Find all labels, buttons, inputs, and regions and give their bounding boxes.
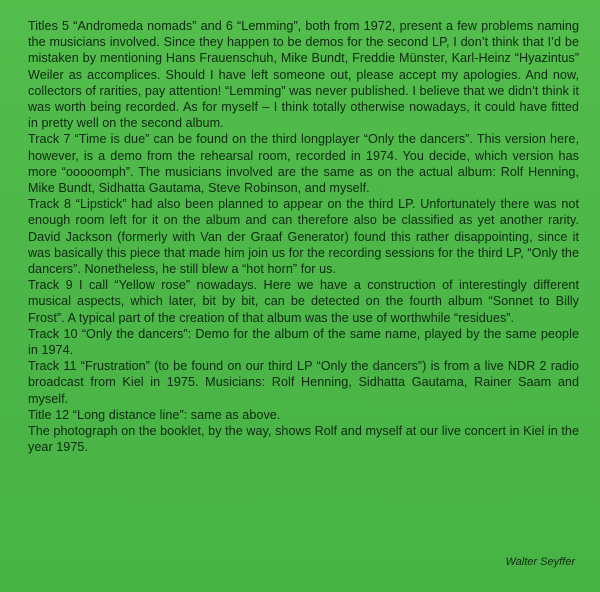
paragraph-photograph: The photograph on the booklet, by the way, shows Rolf and myself at our live concert in Kiel in the year 1975. (28, 424, 579, 455)
paragraph-track-9: Track 9 I call “Yellow rose” nowadays. Here we have a construction of interestingly different musical aspects, which later, bit by bit, can be detected on the fourth album “Sonnet to Billy Frost”. A typical part of the creation of that album was the use of worthwhile “residues”. (28, 278, 579, 325)
paragraph-title-12: Title 12 “Long distance line”: same as above. (28, 407, 281, 422)
paragraph-track-11: Track 11 “Frustration” (to be found on our third LP “Only the dancers”) is from a live NDR 2 radio broadcast from Kiel in 1975. Musicians: Rolf Henning, Sidhatta Gautama, Rainer Saam and myself. (28, 359, 579, 406)
liner-notes-text (28, 18, 579, 455)
paragraph-track-7: Track 7 “Time is due” can be found on the third longplayer “Only the dancers”. This version here, however, is a demo from the rehearsal room, recorded in 1974. You decide, which version has more “ooooomph”. The musicians involved are the same as on the actual album: Rolf Henning, Mike Bundt, Sidhatta Gautama, Steve Robinson, and myself. (28, 132, 579, 196)
paragraph-track-10: Track 10 “Only the dancers”: Demo for the album of the same name, played by the same people in 1974. (28, 326, 579, 358)
paragraph-titles-5-6: Titles 5 “Andromeda nomads” and 6 “Lemming”, both from 1972, present a few problems naming the musicians involved. Since they happen to be demos for the second LP, I don’t think that I’d be mistaken by mentioning Hans Frauenschuh, Mike Bundt, Freddie Münster, Karl-Heinz “Hyazintus” Weiler as accomplices. Should I have left someone out, please accept my apologies. And now, collectors of rarities, pay attention! “Lemming” was never published. I believe that we didn’t think it was worth being recorded. As for myself – I think totally otherwise nowadays, it could have fitted in pretty well on the second album. (28, 19, 579, 131)
paragraph-track-8: Track 8 “Lipstick” had also been planned to appear on the third LP. Unfortunately there was not enough room left for it on the album and can therefore also be classified as yet another rarity. David Jackson (formerly with Van der Graaf Generator) found this rather disappointing, since it was basically this piece that made him join us for the recording sessions for the third LP, “Only the dancers”. Nonetheless, he still blew a “hot horn” for us. (28, 197, 579, 277)
author-signature: Walter Seyffer (505, 556, 575, 568)
